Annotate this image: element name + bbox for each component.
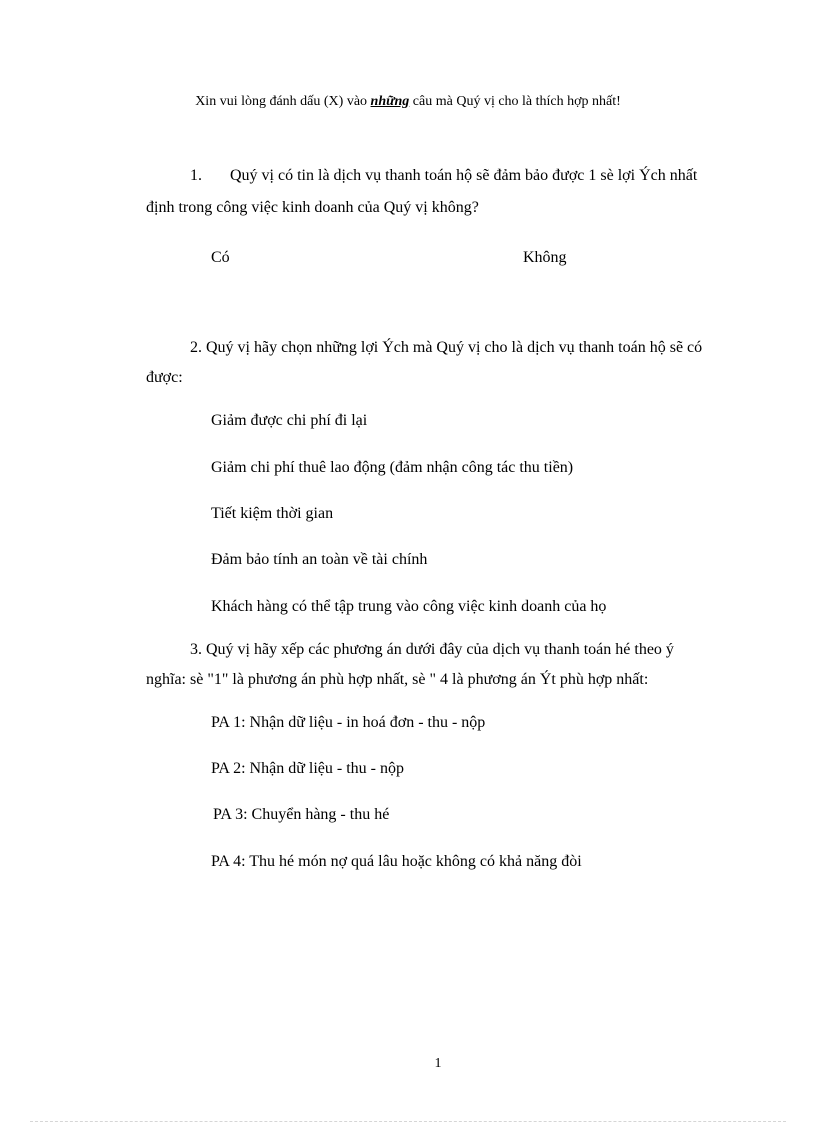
q2-option-5: Khách hàng có thể tập trung vào công việc kinh doanh của họ xyxy=(211,598,607,615)
intro-text-after: câu mà Quý vị cho là thích hợp nhất! xyxy=(409,94,621,109)
page-bottom-divider xyxy=(30,1121,786,1122)
q2-option-3: Tiết kiệm thời gian xyxy=(211,505,334,522)
q2-option-4: Đảm bảo tính an toàn về tài chính xyxy=(211,551,428,568)
q3-option-pa2: PA 2: Nhận dữ liệu - thu - nộp xyxy=(211,760,404,777)
q2-option-2: Giảm chi phí thuê lao động (đảm nhận công tác thu tiền) xyxy=(211,459,574,476)
q1-text-line2: định trong công việc kinh doanh của Quý vị không? xyxy=(146,199,479,216)
q3-option-pa1: PA 1: Nhận dữ liệu - in hoá đơn - thu - nộp xyxy=(211,714,486,731)
q2-option-1: Giảm được chi phí đi lại xyxy=(211,412,368,429)
page-number: 1 xyxy=(434,1056,442,1071)
q2-text-line1: 2. Quý vị hãy chọn những lợi Ých mà Quý vị cho là dịch vụ thanh toán hộ sẽ có xyxy=(190,339,703,356)
q1-option-no: Không xyxy=(523,249,567,266)
q1-option-yes: Có xyxy=(211,249,230,266)
q3-text-line2: nghĩa: sè "1" là phương án phù hợp nhất, sè " 4 là phương án Ýt phù hợp nhất: xyxy=(146,671,649,688)
intro-instruction xyxy=(0,92,816,112)
q3-option-pa4: PA 4: Thu hé món nợ quá lâu hoặc không có khả năng đòi xyxy=(211,853,582,870)
q2-text-line2: được: xyxy=(146,369,183,386)
q3-option-pa3: PA 3: Chuyển hàng - thu hé xyxy=(213,806,390,823)
q1-text-line1: Quý vị có tin là dịch vụ thanh toán hộ sẽ đảm bảo được 1 sè lợi Ých nhất xyxy=(230,167,698,184)
intro-text-before: Xin vui lòng đánh dấu (X) vào xyxy=(195,94,371,109)
q3-text-line1: 3. Quý vị hãy xếp các phương án dưới đây của dịch vụ thanh toán hé theo ý xyxy=(190,641,674,658)
intro-emphasis: những xyxy=(370,94,410,109)
q1-number: 1. xyxy=(190,167,202,184)
